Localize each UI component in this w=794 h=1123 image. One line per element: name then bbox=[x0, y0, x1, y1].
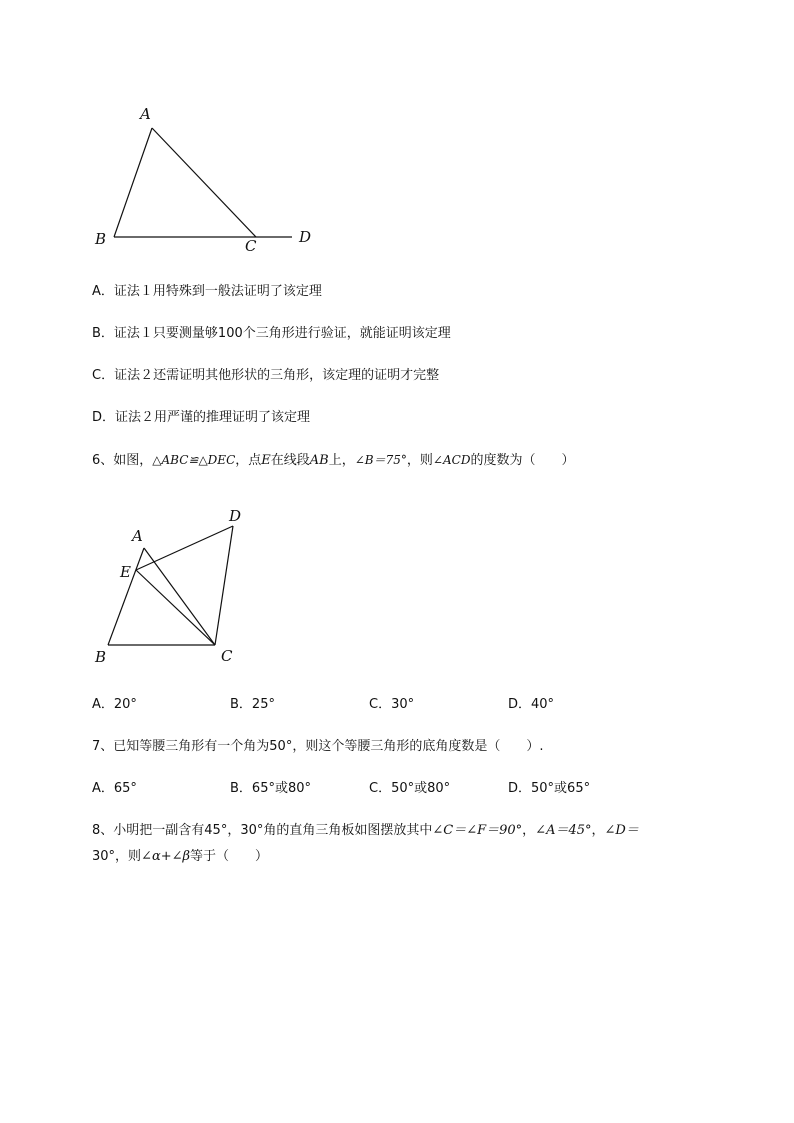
q8-line2-b: ∠α+∠β bbox=[141, 849, 191, 864]
label-d: D bbox=[299, 228, 312, 246]
label-a: A bbox=[140, 105, 151, 123]
label-c-2: C bbox=[221, 647, 233, 665]
q6-stem-mid4: ，则 bbox=[406, 453, 433, 468]
q8-line1-b: ∠C＝∠F＝90° bbox=[432, 823, 523, 838]
q6-stem-prefix: 6、如图， bbox=[92, 453, 153, 468]
q8-line1-c: ， bbox=[522, 823, 536, 838]
q6-option-a: A．20° bbox=[92, 697, 137, 712]
q7-option-d: D．50°或65° bbox=[508, 781, 591, 796]
q5-option-a: A．证法１用特殊到一般法证明了该定理 bbox=[92, 284, 322, 299]
q7-stem: 7、已知等腰三角形有一个角为50°，则这个等腰三角形的底角度数是（ ）. bbox=[92, 739, 544, 754]
q8-stem-line1 bbox=[92, 821, 639, 841]
q6-stem-suffix: 的度数为（ ） bbox=[470, 453, 575, 468]
q8-line1-e: ， bbox=[591, 823, 605, 838]
q8-line1-f: ∠D＝ bbox=[604, 823, 639, 838]
q6-stem-mid1: ，点 bbox=[235, 453, 262, 468]
q8-line2-c: 等于（ ） bbox=[190, 849, 269, 864]
label-b: B bbox=[95, 230, 107, 248]
q6-stem-e: E bbox=[261, 453, 271, 468]
q8-line2-a: 30°，则 bbox=[92, 849, 142, 864]
q7-option-c: C．50°或80° bbox=[369, 781, 451, 796]
q7-option-a: A．65° bbox=[92, 781, 137, 796]
segment-ac-2 bbox=[144, 548, 215, 645]
q6-stem-mid2: 在线段 bbox=[270, 453, 310, 468]
label-d-2: D bbox=[229, 507, 242, 525]
q6-stem-mid3: 上， bbox=[328, 453, 355, 468]
segment-ed bbox=[136, 526, 233, 570]
label-c: C bbox=[245, 237, 257, 255]
q6-stem-angle-acd: ∠ACD bbox=[432, 453, 471, 467]
q6-option-c: C．30° bbox=[369, 697, 415, 712]
label-b-2: B bbox=[95, 648, 107, 666]
q7-option-b: B．65°或80° bbox=[230, 781, 312, 796]
q8-line1-a: 8、小明把一副含有45°，30°角的直角三角板如图摆放其中 bbox=[92, 823, 433, 838]
q8-line1-d: ∠A＝45° bbox=[535, 823, 592, 838]
segment-dc bbox=[215, 526, 233, 645]
q6-stem-angle-b: ∠B＝75° bbox=[354, 453, 407, 467]
q6-stem-ab: AB bbox=[309, 453, 329, 468]
q6-option-d: D．40° bbox=[508, 697, 555, 712]
label-e-2: E bbox=[120, 563, 131, 581]
q6-stem-congruence: △ABC≌△DEC bbox=[152, 453, 236, 467]
q5-option-c: C．证法２还需证明其他形状的三角形，该定理的证明才完整 bbox=[92, 368, 440, 383]
q6-option-b: B．25° bbox=[230, 697, 275, 712]
q8-stem-line2 bbox=[92, 847, 268, 867]
segment-ec bbox=[136, 570, 215, 645]
label-a-2: A bbox=[132, 527, 143, 545]
q5-option-b: B．证法１只要测量够100个三角形进行验证，就能证明该定理 bbox=[92, 326, 451, 341]
q5-option-d: D．证法２用严谨的推理证明了该定理 bbox=[92, 410, 311, 425]
